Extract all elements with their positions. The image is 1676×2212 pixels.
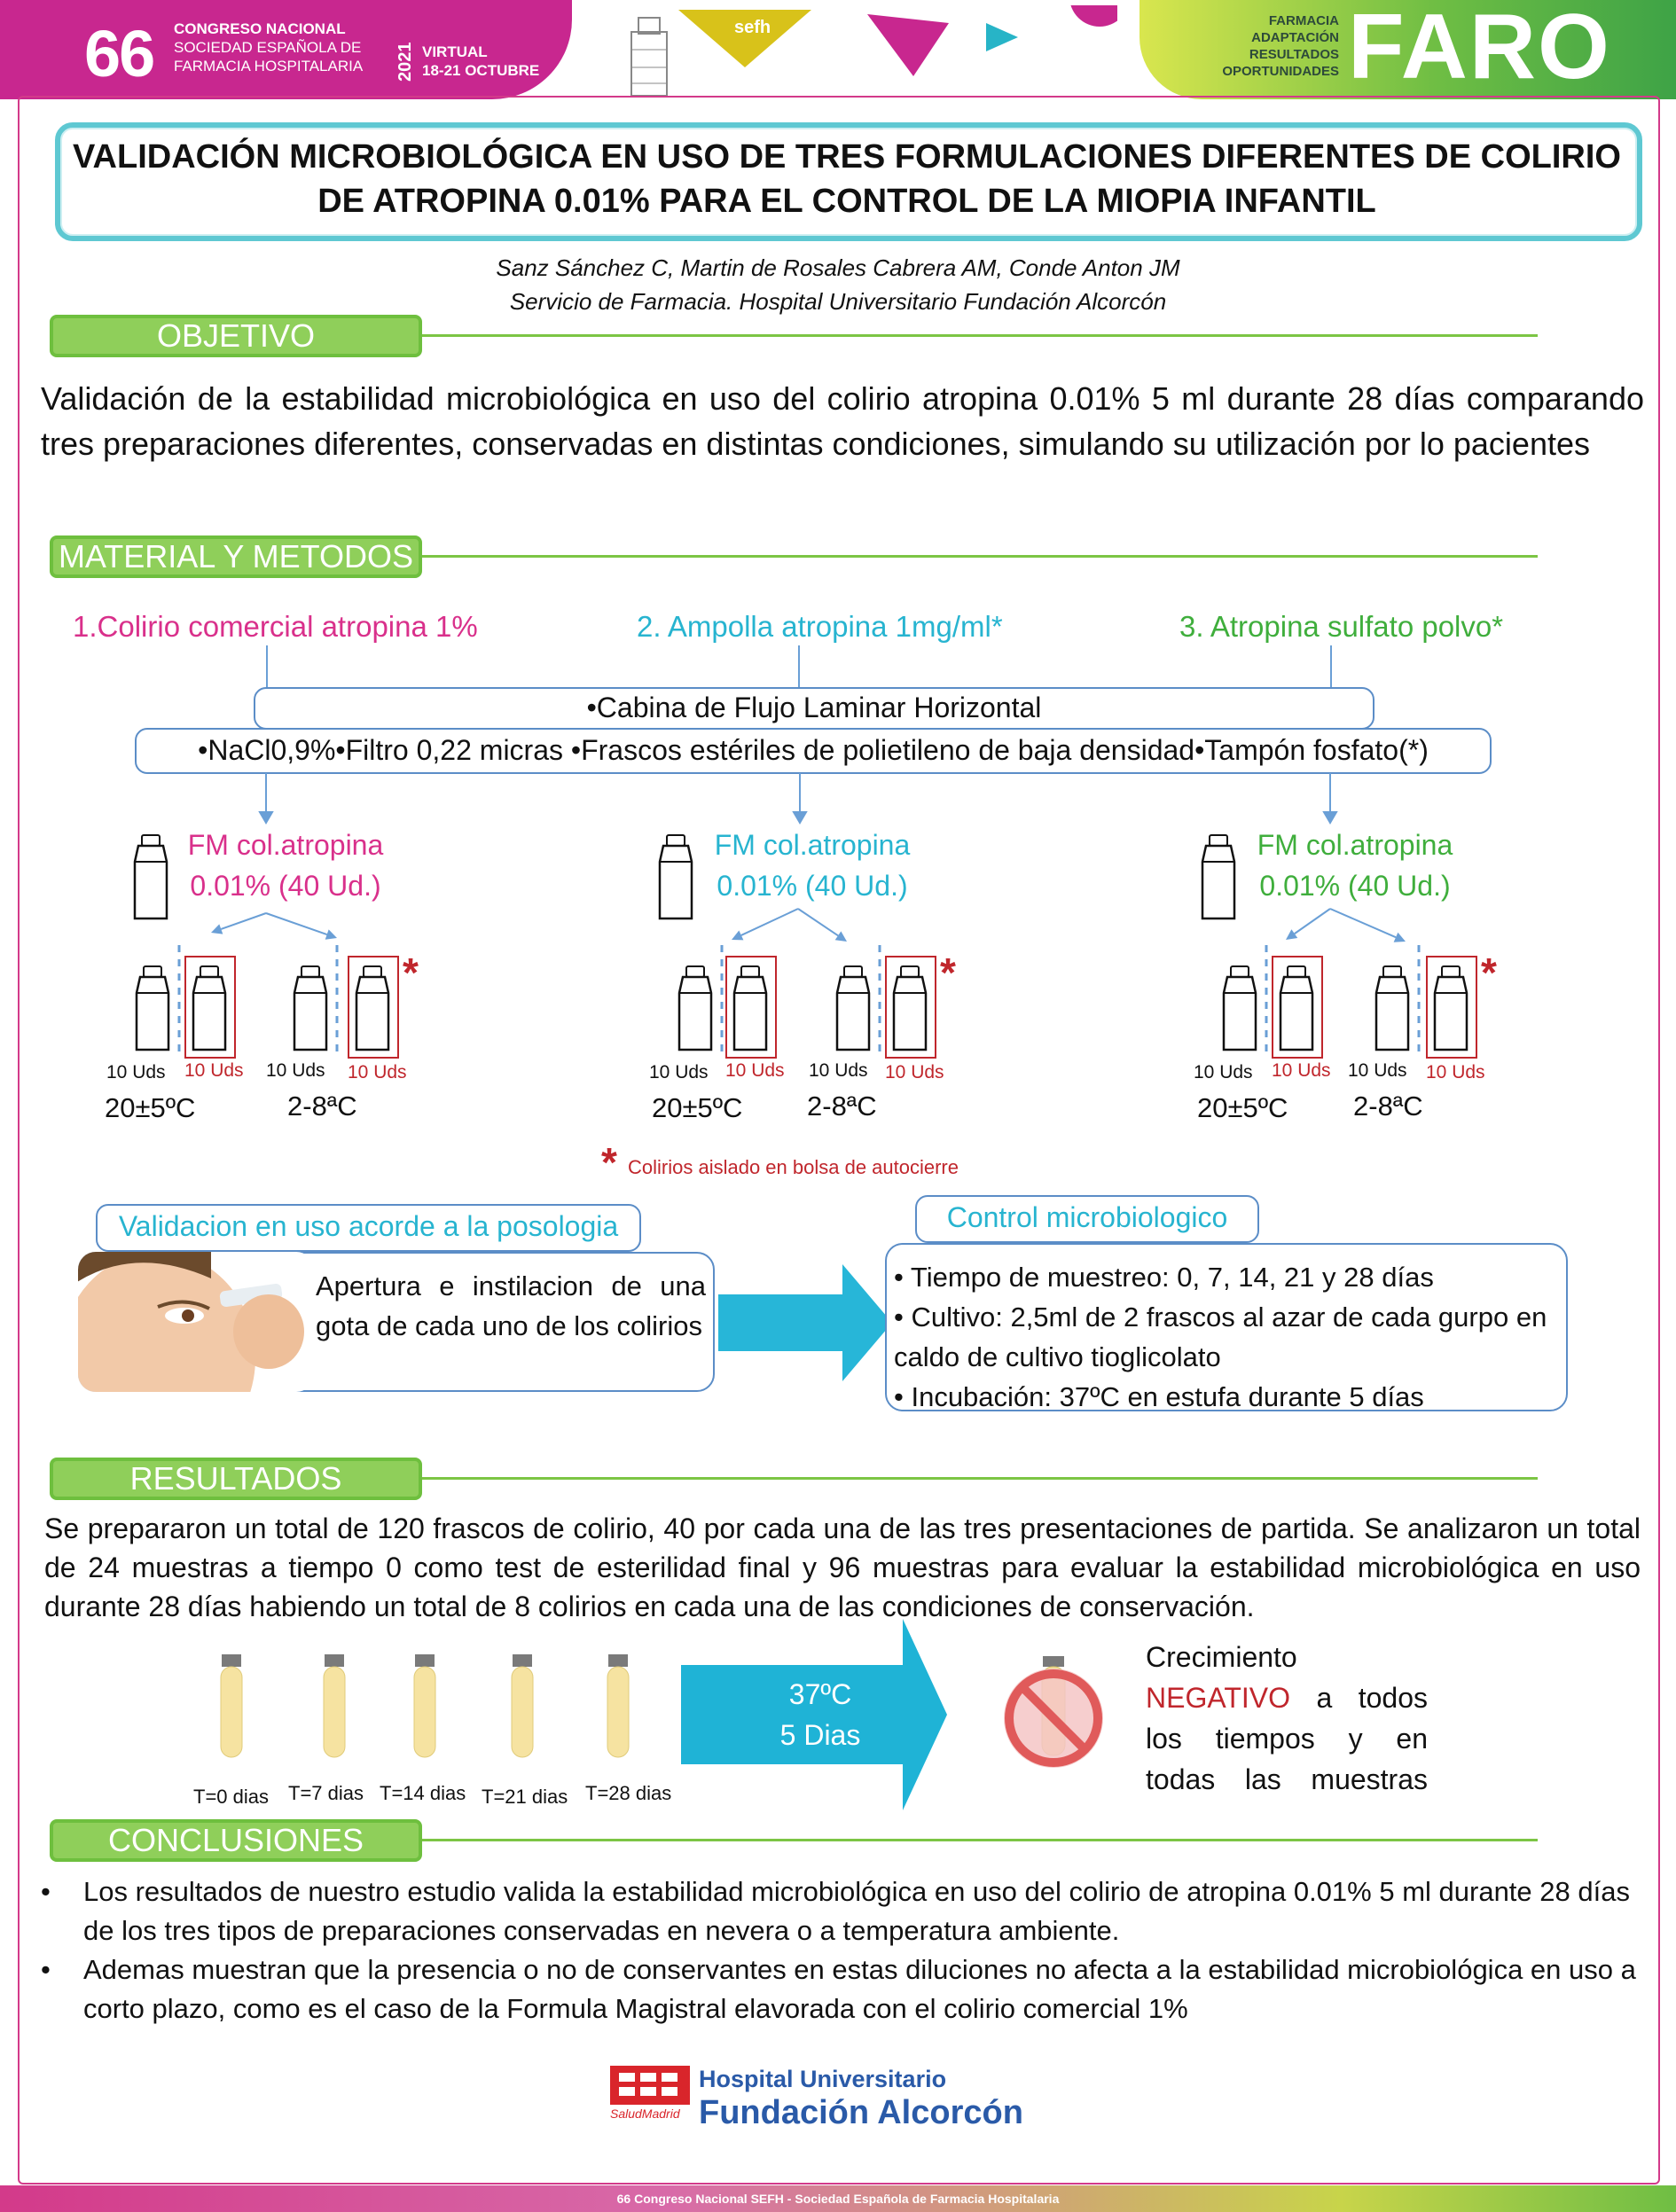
objetivo-text: Validación de la estabilidad microbiológica en uso del colirio atropina 0.01% 5 ml durante 28 días comparando tres preparaciones diferentes, conservadas en distintas condiciones, simulando su utilización por lo pacientes [41,380,1644,462]
hospital-logo [699,2064,1023,2131]
congress-virtual [422,43,539,80]
faro-word-1: FARMACIA [1268,13,1339,28]
bullet-icon: • [41,1876,51,1907]
fm-label-2 [697,825,928,906]
uds-label: 10 Uds [809,1060,868,1081]
poster-title [62,135,1632,223]
section-rule [422,334,1538,337]
congress-line2: SOCIEDAD ESPAÑOLA DE [174,39,362,56]
congress-number: 66 [84,17,154,90]
uds-label: 10 Uds [106,1062,166,1083]
footnote-star: * [601,1139,617,1185]
isolated-frame [1426,956,1477,1059]
temp-cold: 2-8ªC [807,1090,877,1122]
connector [798,645,800,688]
source-1: 1.Colirio comercial atropina 1% [73,610,478,643]
fm-bottle-icon [131,833,170,922]
uds-label: 10 Uds [266,1060,325,1081]
tower-icon [631,18,667,96]
cyan-triangle [986,23,1018,51]
fm-label-line2: 0.01% (40 Ud.) [717,870,908,902]
fm-label-1 [170,825,401,906]
conclusion-item [41,1950,1637,2028]
uds-label: 10 Uds [1272,1060,1331,1081]
section-rule [422,1477,1538,1480]
uds-label: 10 Uds [184,1060,244,1081]
isolated-star: * [403,950,419,996]
hospital-line1: Hospital Universitario [699,2066,947,2092]
culture-tube-icon [410,1654,440,1761]
congress-year: 2021 [396,42,415,82]
conclusiones-list [41,1872,1637,2028]
isolated-frame [885,956,936,1059]
authors: Sanz Sánchez C, Martin de Rosales Cabrera AM, Conde Anton JM [496,254,1180,281]
header-decoration [621,5,1117,98]
sample-bottle-icon [133,965,172,1053]
validacion-heading: Validacion en uso acorde a la posologia [118,1210,619,1242]
conclusion-item [41,1872,1637,1950]
temp-cold: 2-8ªC [287,1090,357,1122]
sefh-logo: sefh [734,18,771,37]
control-item-2: • Cultivo: 2,5ml de 2 frascos al azar de cada gurpo en caldo de cultivo tioglicolato [894,1301,1547,1372]
connector [266,645,268,688]
isolated-star: * [940,950,956,996]
fm-label-line2: 0.01% (40 Ud.) [1259,870,1451,902]
tube-label: T=7 dias [288,1782,364,1804]
uds-label: 10 Uds [348,1062,407,1083]
uds-label: 10 Uds [649,1062,709,1083]
temp-cold: 2-8ªC [1353,1090,1423,1122]
source-2: 2. Ampolla atropina 1mg/ml* [637,610,1003,643]
sample-bottle-icon [1373,965,1412,1053]
isolated-frame [348,956,399,1059]
isolated-frame [1272,956,1323,1059]
poster-footer: 66 Congreso Nacional SEFH - Sociedad Española de Farmacia Hospitalaria [0,2185,1676,2212]
conclusion-text-1: Los resultados de nuestro estudio valida la estabilidad microbiológica en uso del colirio de atropina 0.01% 5 ml durante 28 días de los tres tipos de preparaciones conservadas en nevera o a temperatura ambiente. [83,1876,1630,1946]
child-eyedrop-image [78,1252,314,1392]
uds-label: 10 Uds [1348,1060,1407,1081]
materials-text: •NaCl0,9%•Filtro 0,22 micras •Frascos estériles de polietileno de baja densidad•Tampón fosfato(*) [198,734,1429,766]
sample-bottle-icon [676,965,715,1053]
title-line2: DE ATROPINA 0.01% PARA EL CONTROL DE LA MIOPIA INFANTIL [317,183,1376,220]
culture-tube-icon [603,1654,633,1761]
salud-madrid-text: SaludMadrid [610,2106,680,2121]
validacion-text: Apertura e instilacion de una gota de cada uno de los colirios [316,1270,706,1341]
pink-circle [1069,5,1117,27]
no-growth-icon [993,1656,1117,1780]
sample-bottle-icon [834,965,873,1053]
fm-label-line1: FM col.atropina [1257,829,1453,861]
uds-label: 10 Uds [725,1060,785,1081]
title-line1: VALIDACIÓN MICROBIOLÓGICA EN USO DE TRES FORMULACIONES DIFERENTES DE COLIRIO [73,138,1621,176]
conclusion-text-2: Ademas muestran que la presencia o no de conservantes en estas diluciones no afecta a la estabilidad microbiológica en uso a corto plazo, como es el caso de la Formula Magistral elavorada con el colirio comercial 1% [83,1954,1636,2024]
footnote-text: Colirios aislado en bolsa de autocierre [628,1156,959,1178]
virtual-label: VIRTUAL [422,43,488,60]
control-list [894,1257,1562,1417]
affiliation: Servicio de Farmacia. Hospital Universitario Fundación Alcorcón [509,288,1167,315]
faro-word-2: ADAPTACIÓN [1251,30,1339,45]
isolated-star: * [1481,950,1497,996]
sample-bottle-icon [1220,965,1259,1053]
tube-label: T=21 dias [482,1786,568,1808]
fm-label-3 [1240,825,1470,906]
fm-label-line2: 0.01% (40 Ud.) [190,870,381,902]
fm-arrows [0,773,1676,826]
control-item-1: • Tiempo de muestreo: 0, 7, 14, 21 y 28 días [894,1262,1434,1293]
growth-pre: Crecimiento [1146,1641,1297,1673]
tube-label: T=28 dias [585,1782,672,1804]
uds-label: 10 Uds [1426,1062,1485,1083]
isolated-frame [725,956,777,1059]
hospital-line2: Fundación Alcorcón [699,2094,1023,2131]
temp-room: 20±5ºC [652,1092,743,1123]
tube-label: T=0 dias [193,1786,269,1808]
control-heading: Control microbiologico [946,1201,1228,1233]
culture-tube-icon [507,1654,537,1761]
growth-result [1146,1637,1428,1800]
connector [1330,645,1332,688]
congress-dates: 18-21 OCTUBRE [422,62,540,79]
section-metodos: MATERIAL Y METODOS [50,535,422,578]
isolated-frame [184,956,236,1059]
process-arrow [718,1261,896,1385]
resultados-text: Se prepararon un total de 120 frascos de colirio, 40 por cada una de las tres presentaciones de partida. Se analizaron un total de 24 muestras a tiempo 0 como test de esterilidad final y 96 muestras para evaluar la estabilidad microbiológica en uso durante 28 días habiendo un total de 8 colirios en cada una de las condiciones de conservación. [44,1512,1641,1622]
faro-word-3: RESULTADOS [1249,47,1339,62]
uds-label: 10 Uds [1194,1062,1253,1083]
culture-tube-icon [319,1654,349,1761]
sample-bottle-icon [291,965,330,1053]
fm-bottle-icon [656,833,695,922]
section-conclusiones: CONCLUSIONES [50,1819,422,1862]
faro-word-4: OPORTUNIDADES [1222,64,1339,79]
fm-label-line1: FM col.atropina [714,829,911,861]
section-objetivo: OBJETIVO [50,315,422,357]
growth-negative: NEGATIVO [1146,1682,1290,1714]
congress-line1: CONGRESO NACIONAL [174,20,346,37]
culture-tube-icon [216,1654,247,1761]
section-rule [422,555,1538,558]
uds-label: 10 Uds [885,1062,944,1083]
faro-words [1206,12,1339,80]
pink-triangle [867,14,949,76]
incubation-label [727,1674,913,1755]
faro-logo: FARO [1348,0,1611,98]
growth-post: a todos los tiempos y en todas las muestras [1146,1682,1428,1795]
incubation-days: 5 Dias [779,1719,861,1751]
cabina-text: •Cabina de Flujo Laminar Horizontal [586,692,1042,723]
bullet-icon: • [41,1954,51,1985]
control-item-3: • Incubación: 37ºC en estufa durante 5 días [894,1381,1424,1412]
congress-text [174,20,363,75]
section-resultados: RESULTADOS [50,1458,422,1500]
fm-bottle-icon [1199,833,1238,922]
incubation-temp: 37ºC [788,1678,852,1710]
section-rule [422,1839,1538,1841]
source-3: 3. Atropina sulfato polvo* [1179,610,1504,643]
congress-line3: FARMACIA HOSPITALARIA [174,58,364,74]
temp-room: 20±5ºC [1197,1092,1288,1123]
fm-label-line1: FM col.atropina [187,829,384,861]
tube-label: T=14 dias [380,1782,466,1804]
temp-room: 20±5ºC [105,1092,196,1123]
